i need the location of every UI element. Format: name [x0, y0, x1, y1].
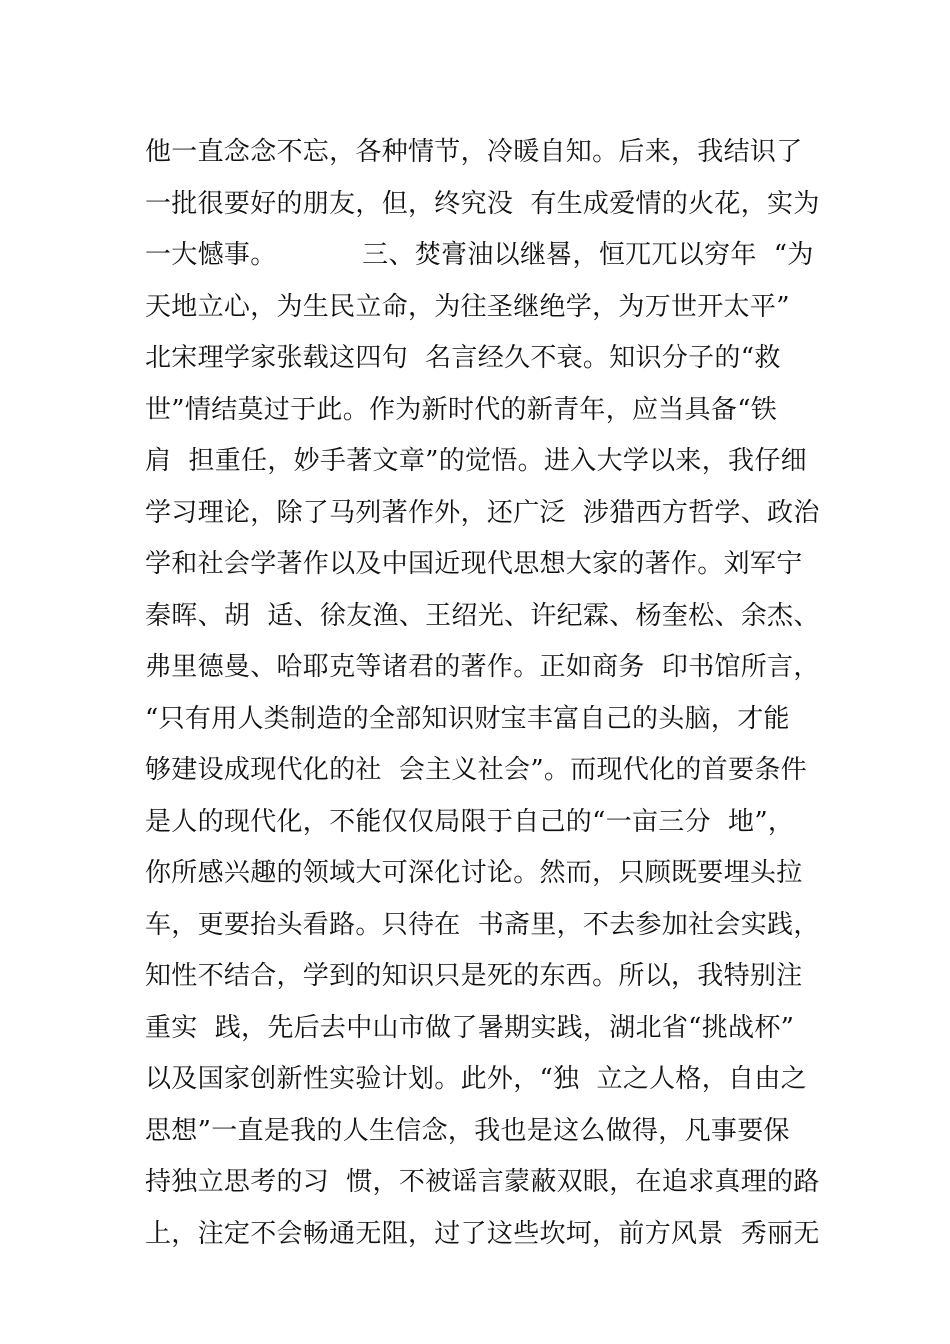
- text-line-16: 车，更要抬头看路。只待在 书斋里，不去参加社会实践，: [145, 909, 820, 940]
- text-line-9: 学和社会学著作以及中国近现代思想大家的著作。刘军宁: [145, 549, 803, 579]
- text-line-10: 秦晖、胡 适、徐友渔、王绍光、许纪霖、杨奎松、余杰、: [145, 600, 820, 631]
- text-line-18: 重实 践，先后去中山市做了暑期实践，湖北省“挑战杯”: [145, 1012, 795, 1043]
- text-line-1: 他一直念念不忘，各种情节，冷暖自知。后来，我结识了: [145, 137, 803, 167]
- text-line-20: 思想”一直是我的人生信念，我也是这么做得，凡事要保: [145, 1115, 790, 1146]
- text-line-2: 一批很要好的朋友，但，终究没 有生成爱情的火花，实为: [145, 188, 820, 219]
- text-line-12: “只有用人类制造的全部知识财宝丰富自己的头脑，才能: [145, 703, 790, 734]
- text-line-11: 弗里德曼、哈耶克等诸君的著作。正如商务 印书馆所言，: [145, 652, 820, 682]
- body-text: [145, 127, 825, 1260]
- text-line-17: 知性不结合，学到的知识只是死的东西。所以，我特别注: [145, 961, 803, 991]
- text-line-15: 你所感兴趣的领域大可深化讨论。然而，只顾既要埋头拉: [145, 858, 803, 888]
- text-line-21: 持独立思考的习 惯，不被谣言蒙蔽双眼，在追求真理的路: [145, 1167, 820, 1197]
- text-line-19: 以及国家创新性实验计划。此外，“独 立之人格，自由之: [145, 1064, 807, 1094]
- text-line-3: 一大憾事。 三、焚膏油以继晷，恒兀兀以穷年 “为: [145, 240, 814, 270]
- text-line-13: 够建设成现代化的社 会主义社会”。而现代化的首要条件: [145, 755, 807, 785]
- text-line-6: 世”情结莫过于此。作为新时代的新青年，应当具备“铁: [145, 394, 778, 425]
- text-line-22: 上，注定不会畅通无阻，过了这些坎坷，前方风景 秀丽无: [145, 1218, 820, 1249]
- text-line-4: 天地立心，为生民立命，为往圣继绝学，为万世开太平”: [145, 291, 790, 322]
- text-line-8: 学习理论，除了马列著作外，还广泛 涉猎西方哲学、政治: [145, 497, 820, 528]
- text-line-5: 北宋理学家张载这四句 名言经久不衰。知识分子的“救: [145, 343, 781, 373]
- text-line-14: 是人的现代化，不能仅仅局限于自己的“一亩三分 地”，: [145, 806, 795, 837]
- text-line-7: 肩 担重任，妙手著文章”的觉悟。进入大学以来，我仔细: [145, 446, 807, 476]
